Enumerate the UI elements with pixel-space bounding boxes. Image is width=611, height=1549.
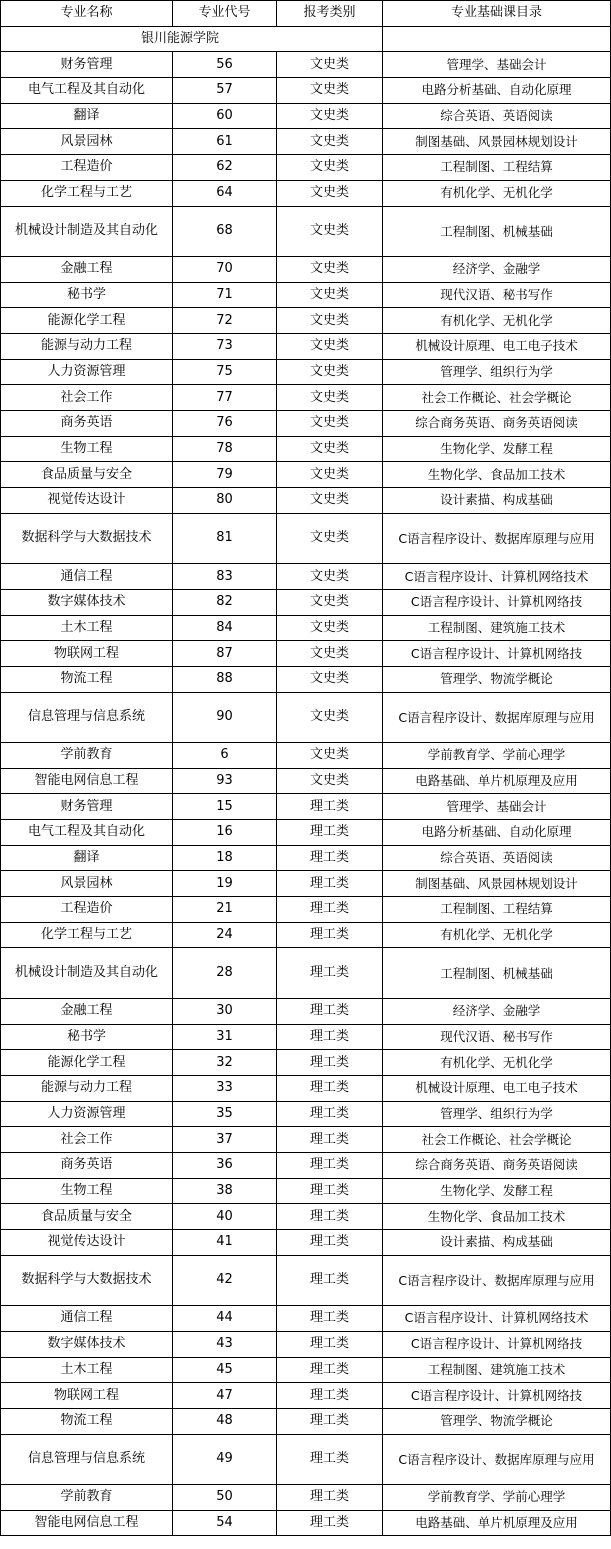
category-cell: 理工类 [277,1101,383,1127]
major-name-cell: 商务英语 [1,411,173,437]
subjects-cell: 管理学、组织行为学 [383,359,611,385]
subjects-cell: C语言程序设计、数据库原理与应用 [383,692,611,742]
category-cell: 文史类 [277,256,383,282]
category-cell: 理工类 [277,1230,383,1256]
table-row [1,1510,611,1536]
category-cell: 文史类 [277,385,383,411]
subjects-cell: 工程制图、建筑施工技术 [383,1357,611,1383]
major-name-cell: 翻译 [1,103,173,129]
major-name-cell: 物流工程 [1,666,173,692]
subjects-cell: 制图基础、风景园林规划设计 [383,871,611,897]
category-cell: 理工类 [277,1306,383,1332]
major-code-cell: 77 [173,385,277,411]
school-row [1,26,611,52]
major-name-cell: 数据科学与大数据技术 [1,513,173,563]
major-code-cell: 18 [173,845,277,871]
major-code-cell: 35 [173,1101,277,1127]
subjects-cell: 综合英语、英语阅读 [383,845,611,871]
table-row [1,820,611,846]
category-cell: 文史类 [277,742,383,768]
major-name-cell: 风景园林 [1,871,173,897]
subjects-cell: 学前教育学、学前心理学 [383,1484,611,1510]
category-cell: 文史类 [277,308,383,334]
major-name-cell: 化学工程与工艺 [1,922,173,948]
category-cell: 文史类 [277,666,383,692]
category-cell: 理工类 [277,1204,383,1230]
subjects-cell: 有机化学、无机化学 [383,180,611,206]
major-name-cell: 能源化学工程 [1,308,173,334]
subjects-cell: 管理学、基础会计 [383,794,611,820]
major-code-cell: 42 [173,1255,277,1305]
category-cell: 理工类 [277,1050,383,1076]
major-name-cell: 电气工程及其自动化 [1,820,173,846]
subjects-cell: 综合商务英语、商务英语阅读 [383,1153,611,1179]
major-code-cell: 70 [173,256,277,282]
category-cell: 理工类 [277,998,383,1024]
subjects-cell: 社会工作概论、社会学概论 [383,385,611,411]
subjects-cell: 综合英语、英语阅读 [383,103,611,129]
major-name-cell: 土木工程 [1,615,173,641]
table-row [1,1331,611,1357]
category-cell: 文史类 [277,282,383,308]
category-cell: 文史类 [277,180,383,206]
category-cell: 文史类 [277,768,383,794]
table-row [1,1127,611,1153]
table-row [1,897,611,923]
category-cell: 文史类 [277,589,383,615]
major-name-cell: 商务英语 [1,1153,173,1179]
major-code-cell: 6 [173,742,277,768]
major-code-cell: 56 [173,52,277,78]
major-name-cell: 能源与动力工程 [1,1075,173,1101]
table-row [1,615,611,641]
subjects-cell: 工程制图、机械基础 [383,206,611,256]
major-code-cell: 24 [173,922,277,948]
major-name-cell: 生物工程 [1,436,173,462]
table-row [1,1178,611,1204]
category-cell: 文史类 [277,359,383,385]
major-code-cell: 61 [173,129,277,155]
category-cell: 理工类 [277,1357,383,1383]
category-cell: 文史类 [277,615,383,641]
category-cell: 理工类 [277,871,383,897]
major-code-cell: 49 [173,1434,277,1484]
major-name-cell: 智能电网信息工程 [1,768,173,794]
major-name-cell: 学前教育 [1,742,173,768]
major-code-cell: 82 [173,589,277,615]
subjects-cell: 综合商务英语、商务英语阅读 [383,411,611,437]
major-name-cell: 工程造价 [1,897,173,923]
major-code-cell: 62 [173,155,277,181]
subjects-cell: C语言程序设计、计算机网络技 [383,589,611,615]
category-cell: 理工类 [277,794,383,820]
major-name-cell: 能源化学工程 [1,1050,173,1076]
table-row [1,845,611,871]
subjects-cell: 工程制图、工程结算 [383,155,611,181]
category-cell: 文史类 [277,129,383,155]
subjects-cell: 有机化学、无机化学 [383,308,611,334]
table-row [1,1484,611,1510]
major-code-cell: 76 [173,411,277,437]
major-name-cell: 电气工程及其自动化 [1,78,173,104]
subjects-cell: C语言程序设计、计算机网络技术 [383,564,611,590]
category-cell: 文史类 [277,488,383,514]
table-row [1,308,611,334]
subjects-cell: C语言程序设计、计算机网络技术 [383,1306,611,1332]
table-row [1,1024,611,1050]
major-name-cell: 物联网工程 [1,641,173,667]
major-code-cell: 32 [173,1050,277,1076]
subjects-cell: 电路基础、单片机原理及应用 [383,768,611,794]
category-cell: 文史类 [277,641,383,667]
table-row [1,564,611,590]
major-name-cell: 土木工程 [1,1357,173,1383]
category-cell: 理工类 [277,1510,383,1536]
subjects-cell: 机械设计原理、电工电子技术 [383,1075,611,1101]
major-name-cell: 社会工作 [1,1127,173,1153]
major-name-cell: 翻译 [1,845,173,871]
subjects-cell: 生物化学、食品加工技术 [383,1204,611,1230]
table-row [1,1050,611,1076]
category-cell: 文史类 [277,692,383,742]
major-code-cell: 73 [173,333,277,359]
table-row [1,129,611,155]
table-row [1,52,611,78]
major-name-cell: 秘书学 [1,1024,173,1050]
subjects-cell: C语言程序设计、数据库原理与应用 [383,513,611,563]
school-name: 银川能源学院 [1,26,383,52]
category-cell: 文史类 [277,333,383,359]
table-row [1,1383,611,1409]
table-row [1,78,611,104]
major-name-cell: 视觉传达设计 [1,1230,173,1256]
major-name-cell: 财务管理 [1,52,173,78]
subjects-cell: 电路分析基础、自动化原理 [383,820,611,846]
subjects-cell: 工程制图、工程结算 [383,897,611,923]
subjects-cell: C语言程序设计、数据库原理与应用 [383,1255,611,1305]
subjects-cell: 制图基础、风景园林规划设计 [383,129,611,155]
category-cell: 文史类 [277,436,383,462]
major-code-cell: 93 [173,768,277,794]
table-row [1,488,611,514]
subjects-cell: 机械设计原理、电工电子技术 [383,333,611,359]
subjects-cell: C语言程序设计、计算机网络技 [383,1331,611,1357]
category-cell: 理工类 [277,1484,383,1510]
major-code-cell: 57 [173,78,277,104]
category-cell: 理工类 [277,948,383,998]
table-row [1,922,611,948]
major-code-cell: 84 [173,615,277,641]
major-code-cell: 64 [173,180,277,206]
major-code-cell: 40 [173,1204,277,1230]
major-name-cell: 学前教育 [1,1484,173,1510]
table-row [1,641,611,667]
major-name-cell: 通信工程 [1,1306,173,1332]
major-code-cell: 21 [173,897,277,923]
major-code-cell: 71 [173,282,277,308]
table-row [1,411,611,437]
table-row [1,1408,611,1434]
table-row [1,1204,611,1230]
major-name-cell: 智能电网信息工程 [1,1510,173,1536]
school-row-empty-cell [383,26,611,52]
subjects-cell: 现代汉语、秘书写作 [383,1024,611,1050]
major-code-cell: 16 [173,820,277,846]
table-row [1,513,611,563]
major-name-cell: 视觉传达设计 [1,488,173,514]
major-name-cell: 机械设计制造及其自动化 [1,948,173,998]
major-code-cell: 48 [173,1408,277,1434]
table-row [1,385,611,411]
subjects-cell: C语言程序设计、计算机网络技 [383,1383,611,1409]
major-code-cell: 31 [173,1024,277,1050]
major-code-cell: 43 [173,1331,277,1357]
category-cell: 文史类 [277,564,383,590]
major-name-cell: 信息管理与信息系统 [1,692,173,742]
category-cell: 理工类 [277,845,383,871]
category-cell: 文史类 [277,155,383,181]
major-name-cell: 机械设计制造及其自动化 [1,206,173,256]
major-name-cell: 通信工程 [1,564,173,590]
major-code-cell: 54 [173,1510,277,1536]
category-cell: 理工类 [277,820,383,846]
category-cell: 理工类 [277,1331,383,1357]
category-cell: 理工类 [277,1024,383,1050]
major-code-cell: 83 [173,564,277,590]
major-code-cell: 79 [173,462,277,488]
major-code-cell: 45 [173,1357,277,1383]
header-subjects: 专业基础课目录 [383,1,611,27]
category-cell: 文史类 [277,411,383,437]
major-code-cell: 47 [173,1383,277,1409]
major-name-cell: 秘书学 [1,282,173,308]
major-code-cell: 75 [173,359,277,385]
category-cell: 理工类 [277,1434,383,1484]
major-code-cell: 81 [173,513,277,563]
major-code-cell: 41 [173,1230,277,1256]
header-row [1,1,611,27]
major-name-cell: 财务管理 [1,794,173,820]
table-row [1,1075,611,1101]
major-code-cell: 33 [173,1075,277,1101]
subjects-cell: 设计素描、构成基础 [383,488,611,514]
table-row [1,282,611,308]
category-cell: 文史类 [277,103,383,129]
subjects-cell: 学前教育学、学前心理学 [383,742,611,768]
table-row [1,948,611,998]
subjects-cell: 生物化学、食品加工技术 [383,462,611,488]
table-row [1,359,611,385]
major-name-cell: 社会工作 [1,385,173,411]
category-cell: 文史类 [277,462,383,488]
category-cell: 理工类 [277,1383,383,1409]
major-name-cell: 化学工程与工艺 [1,180,173,206]
category-cell: 文史类 [277,78,383,104]
table-body [1,26,611,1536]
subjects-cell: 经济学、金融学 [383,998,611,1024]
table-row [1,1357,611,1383]
major-name-cell: 数字媒体技术 [1,1331,173,1357]
subjects-cell: 电路分析基础、自动化原理 [383,78,611,104]
subjects-cell: 现代汉语、秘书写作 [383,282,611,308]
table-row [1,666,611,692]
major-name-cell: 人力资源管理 [1,1101,173,1127]
major-name-cell: 金融工程 [1,256,173,282]
subjects-cell: 管理学、组织行为学 [383,1101,611,1127]
table-row [1,1153,611,1179]
major-code-cell: 19 [173,871,277,897]
subjects-cell: 有机化学、无机化学 [383,922,611,948]
major-name-cell: 能源与动力工程 [1,333,173,359]
major-code-cell: 80 [173,488,277,514]
category-cell: 理工类 [277,1127,383,1153]
category-cell: 理工类 [277,1408,383,1434]
subjects-cell: C语言程序设计、数据库原理与应用 [383,1434,611,1484]
category-cell: 理工类 [277,922,383,948]
table-row [1,998,611,1024]
subjects-cell: 设计素描、构成基础 [383,1230,611,1256]
table-row [1,742,611,768]
major-code-cell: 15 [173,794,277,820]
category-cell: 文史类 [277,52,383,78]
major-name-cell: 数据科学与大数据技术 [1,1255,173,1305]
major-name-cell: 物联网工程 [1,1383,173,1409]
category-cell: 理工类 [277,1075,383,1101]
major-code-cell: 87 [173,641,277,667]
major-code-cell: 28 [173,948,277,998]
table-row [1,256,611,282]
subjects-cell: 生物化学、发酵工程 [383,436,611,462]
subjects-cell: 社会工作概论、社会学概论 [383,1127,611,1153]
major-name-cell: 工程造价 [1,155,173,181]
header-major-name: 专业名称 [1,1,173,27]
table-row [1,1230,611,1256]
major-name-cell: 食品质量与安全 [1,462,173,488]
major-code-cell: 44 [173,1306,277,1332]
subjects-cell: 经济学、金融学 [383,256,611,282]
table-row [1,589,611,615]
subjects-cell: 工程制图、建筑施工技术 [383,615,611,641]
table-row [1,692,611,742]
major-code-cell: 68 [173,206,277,256]
table-row [1,1255,611,1305]
category-cell: 文史类 [277,206,383,256]
major-name-cell: 生物工程 [1,1178,173,1204]
category-cell: 理工类 [277,1178,383,1204]
major-name-cell: 数字媒体技术 [1,589,173,615]
major-code-cell: 60 [173,103,277,129]
subjects-cell: 工程制图、机械基础 [383,948,611,998]
subjects-cell: 生物化学、发酵工程 [383,1178,611,1204]
table-row [1,462,611,488]
table-row [1,1306,611,1332]
major-name-cell: 风景园林 [1,129,173,155]
table-row [1,436,611,462]
major-name-cell: 金融工程 [1,998,173,1024]
subjects-cell: 电路基础、单片机原理及应用 [383,1510,611,1536]
table-row [1,794,611,820]
major-code-cell: 72 [173,308,277,334]
major-code-cell: 38 [173,1178,277,1204]
table-row [1,1434,611,1484]
major-name-cell: 信息管理与信息系统 [1,1434,173,1484]
subjects-cell: C语言程序设计、计算机网络技 [383,641,611,667]
table-row [1,768,611,794]
category-cell: 理工类 [277,1153,383,1179]
major-code-cell: 37 [173,1127,277,1153]
category-cell: 文史类 [277,513,383,563]
subjects-cell: 管理学、物流学概论 [383,1408,611,1434]
table-row [1,206,611,256]
table-row [1,333,611,359]
header-major-code: 专业代号 [173,1,277,27]
major-name-cell: 人力资源管理 [1,359,173,385]
subjects-cell: 有机化学、无机化学 [383,1050,611,1076]
major-code-cell: 30 [173,998,277,1024]
major-code-cell: 90 [173,692,277,742]
table-row [1,871,611,897]
major-code-cell: 36 [173,1153,277,1179]
category-cell: 理工类 [277,897,383,923]
major-name-cell: 物流工程 [1,1408,173,1434]
major-code-cell: 88 [173,666,277,692]
table-row [1,155,611,181]
subjects-cell: 管理学、基础会计 [383,52,611,78]
category-cell: 理工类 [277,1255,383,1305]
major-code-cell: 50 [173,1484,277,1510]
major-code-cell: 78 [173,436,277,462]
table-row [1,1101,611,1127]
subjects-cell: 管理学、物流学概论 [383,666,611,692]
table-row [1,103,611,129]
header-category: 报考类别 [277,1,383,27]
major-name-cell: 食品质量与安全 [1,1204,173,1230]
table-row [1,180,611,206]
